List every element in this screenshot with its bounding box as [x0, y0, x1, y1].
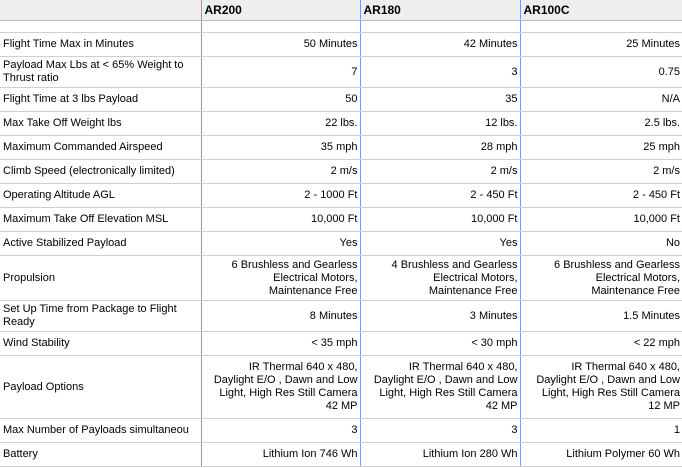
row-label: Maximum Take Off Elevation MSL — [0, 208, 201, 232]
spacer-cell — [201, 21, 360, 33]
row-label: Climb Speed (electronically limited) — [0, 160, 201, 184]
value-cell: 2 - 1000 Ft — [201, 184, 360, 208]
value-cell: No — [520, 232, 682, 256]
row-label: Flight Time Max in Minutes — [0, 33, 201, 57]
value-cell: 28 mph — [360, 136, 520, 160]
table-row — [0, 33, 682, 57]
table-row — [0, 208, 682, 232]
value-cell: < 30 mph — [360, 332, 520, 356]
value-cell: 10,000 Ft — [520, 208, 682, 232]
spacer-row — [0, 21, 682, 33]
value-cell: Lithium Ion 746 Wh — [201, 443, 360, 467]
value-cell: 3 — [360, 419, 520, 443]
table-row — [0, 136, 682, 160]
table-row — [0, 57, 682, 88]
row-label: Set Up Time from Package to Flight Ready — [0, 301, 201, 332]
value-cell: 25 Minutes — [520, 33, 682, 57]
value-cell: 1 — [520, 419, 682, 443]
value-cell: 50 Minutes — [201, 33, 360, 57]
value-cell: 4 Brushless and Gearless Electrical Motors, Maintenance Free — [360, 256, 520, 301]
value-cell: 2 m/s — [520, 160, 682, 184]
row-label: Max Number of Payloads simultaneou — [0, 419, 201, 443]
header-ar100c: AR100C — [520, 0, 682, 21]
header-blank — [0, 0, 201, 21]
header-ar180: AR180 — [360, 0, 520, 21]
table-row — [0, 356, 682, 419]
value-cell: 3 — [360, 57, 520, 88]
value-cell: Lithium Ion 280 Wh — [360, 443, 520, 467]
table-row — [0, 443, 682, 467]
value-cell: N/A — [520, 88, 682, 112]
value-cell: IR Thermal 640 x 480, Daylight E/O , Dawn and Low Light, High Res Still Camera 42 MP — [360, 356, 520, 419]
value-cell: 2 - 450 Ft — [520, 184, 682, 208]
spacer-cell — [0, 21, 201, 33]
header-row — [0, 0, 682, 21]
value-cell: IR Thermal 640 x 480, Daylight E/O , Dawn and Low Light, High Res Still Camera 42 MP — [201, 356, 360, 419]
value-cell: 25 mph — [520, 136, 682, 160]
row-label: Payload Max Lbs at < 65% Weight to Thrust ratio — [0, 57, 201, 88]
table-row — [0, 301, 682, 332]
value-cell: 12 lbs. — [360, 112, 520, 136]
value-cell: 10,000 Ft — [201, 208, 360, 232]
table-row — [0, 419, 682, 443]
value-cell: 50 — [201, 88, 360, 112]
value-cell: 0.75 — [520, 57, 682, 88]
value-cell: 3 — [201, 419, 360, 443]
table-row — [0, 256, 682, 301]
table-row — [0, 160, 682, 184]
table-row — [0, 88, 682, 112]
value-cell: 2 m/s — [201, 160, 360, 184]
value-cell: 35 — [360, 88, 520, 112]
value-cell: 2.5 lbs. — [520, 112, 682, 136]
value-cell: 10,000 Ft — [360, 208, 520, 232]
row-label: Battery — [0, 443, 201, 467]
value-cell: 35 mph — [201, 136, 360, 160]
value-cell: Yes — [360, 232, 520, 256]
value-cell: 1.5 Minutes — [520, 301, 682, 332]
value-cell: < 35 mph — [201, 332, 360, 356]
value-cell: Lithium Polymer 60 Wh — [520, 443, 682, 467]
value-cell: 8 Minutes — [201, 301, 360, 332]
table-row — [0, 232, 682, 256]
value-cell: IR Thermal 640 x 480, Daylight E/O , Dawn and Low Light, High Res Still Camera 12 MP — [520, 356, 682, 419]
row-label: Active Stabilized Payload — [0, 232, 201, 256]
row-label: Max Take Off Weight lbs — [0, 112, 201, 136]
header-ar200: AR200 — [201, 0, 360, 21]
row-label: Operating Altitude AGL — [0, 184, 201, 208]
spacer-cell — [520, 21, 682, 33]
row-label: Propulsion — [0, 256, 201, 301]
spacer-cell — [360, 21, 520, 33]
row-label: Maximum Commanded Airspeed — [0, 136, 201, 160]
row-label: Payload Options — [0, 356, 201, 419]
row-label: Wind Stability — [0, 332, 201, 356]
table-row — [0, 112, 682, 136]
value-cell: 7 — [201, 57, 360, 88]
value-cell: 2 m/s — [360, 160, 520, 184]
value-cell: 6 Brushless and Gearless Electrical Motors, Maintenance Free — [520, 256, 682, 301]
value-cell: 42 Minutes — [360, 33, 520, 57]
value-cell: 6 Brushless and Gearless Electrical Motors, Maintenance Free — [201, 256, 360, 301]
value-cell: 2 - 450 Ft — [360, 184, 520, 208]
table-row — [0, 332, 682, 356]
value-cell: 3 Minutes — [360, 301, 520, 332]
value-cell: 22 lbs. — [201, 112, 360, 136]
value-cell: Yes — [201, 232, 360, 256]
value-cell: < 22 mph — [520, 332, 682, 356]
table-row — [0, 184, 682, 208]
row-label: Flight Time at 3 lbs Payload — [0, 88, 201, 112]
